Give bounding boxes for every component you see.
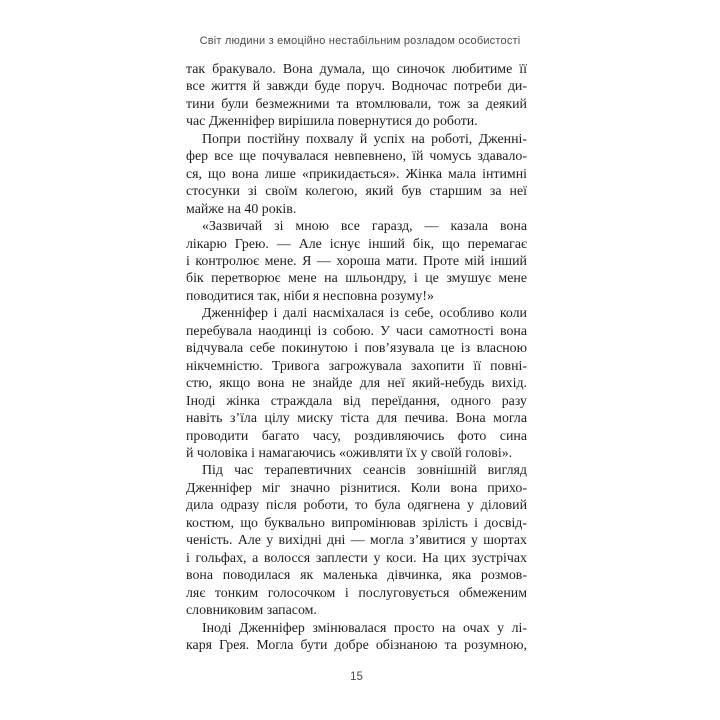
text-line: так бракувало. Вона думала, що синочок любитиме її (186, 62, 527, 77)
text-line: словниковим запасом. (186, 603, 317, 619)
text-line: стосунки зі своїм колегою, який був старшим за неї (186, 184, 527, 200)
text-line: Іноді Дженніфер змінювалася просто на очах у лі- (202, 620, 527, 636)
text-line: ся, що вона лише «прикидається». Жінка мала інтимні (186, 166, 527, 182)
text-line: бік перетворює мене на шльондру, і це змушує мене (186, 271, 527, 287)
text-line: стю, якщо вона не знайде для неї який-небудь вихід. (186, 376, 527, 392)
text-line: фер все ще почувалася невпевнено, їй чомусь здавало- (186, 149, 527, 165)
text-line: «Зазвичай зі мною все гаразд, — казала вона (202, 219, 527, 235)
text-line: костюм, що буквально випромінював зрілість і досвід- (186, 515, 527, 531)
text-line: все життя й завжди буде поруч. Водночас потреби ди- (186, 79, 527, 95)
text-line: дила одразу після роботи, то була одягнена у діловий (186, 498, 527, 514)
text-line: час Дженніфер вирішила повернутися до роботи. (186, 114, 478, 130)
text-line: перебувала наодинці із собою. У часи самотності вона (186, 323, 527, 339)
text-line: лікарю Грею. — Але існує інший бік, що перемагає (186, 236, 527, 252)
page-number: 15 (350, 671, 363, 683)
text-line: майже на 40 років. (186, 201, 297, 217)
text-line: відчувала себе покинутою і пов’язувала це із власною (186, 341, 527, 357)
text-line: Дженніфер міг значно різнитися. Коли вона прихо- (186, 480, 527, 496)
text-line: Дженніфер і далі насміхалася із себе, особливо коли (202, 306, 527, 322)
text-line: проводити багато часу, роздивляючись фото сина (186, 428, 527, 444)
text-line: і контролює мене. Я — хороша мати. Проте мій інший (186, 253, 527, 269)
text-line: каря Грея. Могла бути добре обізнаною та розумною, (186, 637, 527, 653)
text-line: тини були безмежними та втомлювали, тож за деякий (186, 96, 527, 112)
text-line: й чоловіка і намагаючись «оживляти їх у своїй голові». (186, 445, 513, 461)
text-line: навіть з’їла цілу миску тіста для печива. Вона могла (186, 411, 527, 427)
text-line: вона поводилася як маленька дівчинка, яка розмов- (186, 568, 527, 584)
running-header: Світ людини з емоційно нестабільним розладом особистості (199, 35, 521, 47)
text-line: Під час терапевтичних сеансів зовнішній вигляд (202, 463, 527, 479)
text-line: ляє тонким голосочком і послуговується обмеженим (186, 585, 527, 601)
page-body (186, 61, 527, 654)
text-line: Попри постійну похвалу й успіх на роботі, Дженні- (202, 131, 527, 147)
text-line: ченість. Але у вихідні дні — могла з’явитися у шортах (186, 533, 527, 549)
text-line: і гольфах, а волосся заплести у коси. На цих зустрічах (186, 550, 527, 566)
text-line: поводитися так, ніби я несповна розуму!» (186, 288, 434, 304)
text-line: Іноді жінка страждала від переїдання, одного разу (186, 393, 527, 409)
text-line: нікчемністю. Тривога загрожувала захопити її повні- (186, 358, 527, 374)
